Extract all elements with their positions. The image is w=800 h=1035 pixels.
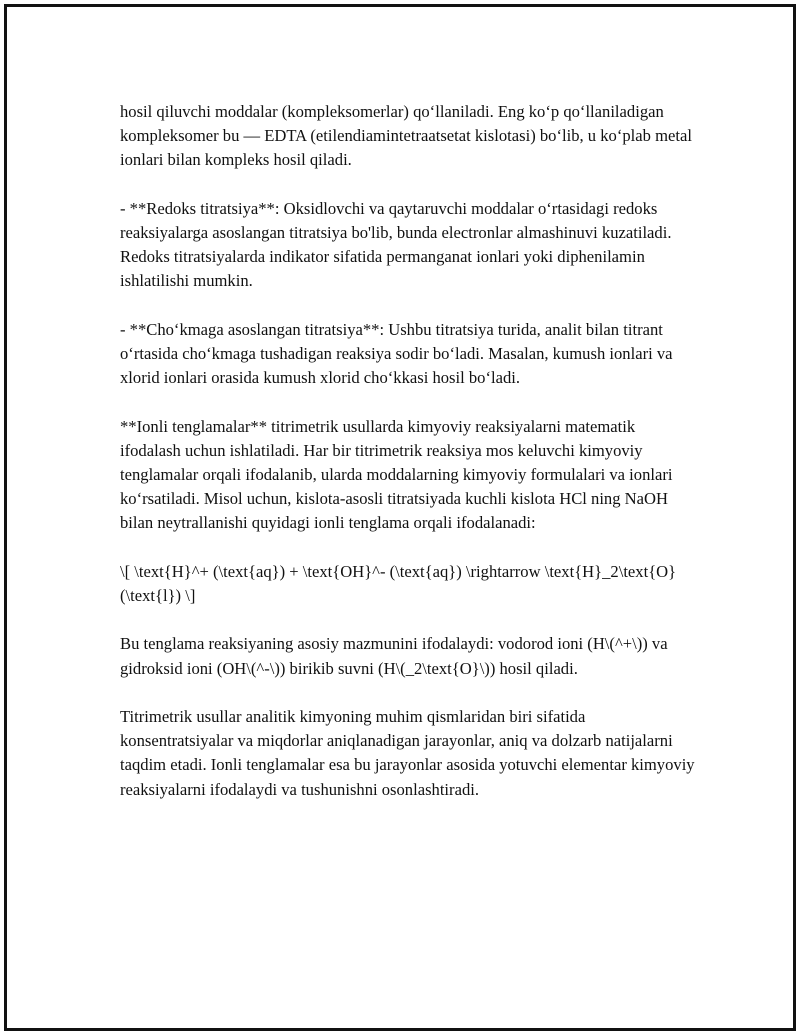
paragraph-equation-explanation: Bu tenglama reaksiyaning asosiy mazmunini ifodalaydi: vodorod ioni (H\(^+\)) va gidroksid ioni (OH\(^-\)) birikib suvni (H\(_2\text{O}\)) hosil qiladi. [120,634,668,678]
paragraph-precipitation-titration: - **Choʻkmaga asoslangan titratsiya**: Ushbu titratsiya turida, analit bilan titrant oʻrtasida choʻkmaga tushadigan reaksiya sodir boʻladi. Masalan, kumush ionlari va xlorid ionlari orasida kumush xlorid choʻkkasi hosil boʻladi. [120,319,673,388]
paragraph-complexometry: hosil qiluvchi moddalar (kompleksomerlar) qoʻllaniladi. Eng koʻp qoʻllaniladigan kompleksomer bu — EDTA (etilendiamintetraatsetat kislotasi) boʻlib, u koʻplab metal ionlari bilan kompleks hosil qiladi. [120,102,692,170]
paragraph-ionic-equations: **Ionli tenglamalar** titrimetrik usullarda kimyoviy reaksiyalarni matematik ifodalash uchun ishlatiladi. Har bir titrimetrik reaksiya mos keluvchi kimyoviy tenglamalar orqali ifodalanib, ularda moddalarning kimyoviy formulalari va ionlari koʻrsatiladi. Misol uchun, kislota-asosli titratsiyada kuchli kislota HCl ning NaOH bilan neytrallanishi quyidagi ionli tenglama orqali ifodalanadi: [120,416,673,533]
page-frame [4,4,796,1031]
equation-neutralization: \[ \text{H}^+ (\text{aq}) + \text{OH}^- (\text{aq}) \rightarrow \text{H}_2\text{O} (\text{l}) \] [120,561,677,605]
paragraph-redox-titration: - **Redoks titratsiya**: Oksidlovchi va qaytaruvchi moddalar oʻrtasidagi redoks reaksiyalarga asoslangan titratsiya bo'lib, bunda electronlar almashinuvi kuzatiladi. Redoks titratsiyalarda indikator sifatida permanganat ionlari yoki diphenilamin ishlatilishi mumkin. [120,198,672,291]
paragraph-conclusion: Titrimetrik usullar analitik kimyoning muhim qismlaridan biri sifatida konsentratsiyalar va miqdorlar aniqlanadigan jarayonlar, aniq va dolzarb natijalarni taqdim etadi. Ionli tenglamalar esa bu jarayonlar asosida yotuvchi elementar kimyoviy reaksiyalarni ifodalaydi va tushunishni osonlashtiradi. [120,706,695,799]
document-body [120,100,700,826]
